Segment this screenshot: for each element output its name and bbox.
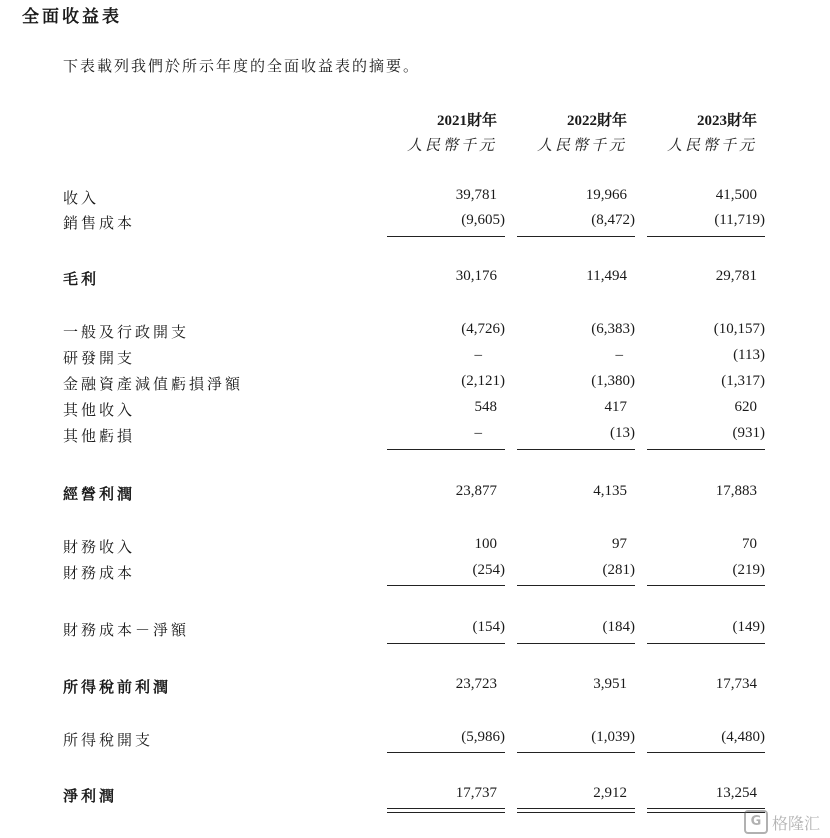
table-row-cost-of-sales — [0, 212, 830, 234]
total-double-rule — [387, 808, 505, 813]
row-label: 銷售成本 — [63, 214, 136, 232]
table-row-profit-before-tax — [0, 676, 830, 698]
table-row-admin-expenses — [0, 321, 830, 343]
subtotal-rule — [647, 585, 765, 586]
value-2021: – — [474, 347, 482, 363]
value-2021: 23,877 — [455, 483, 497, 499]
value-2022: (281) — [602, 562, 635, 578]
value-2021: – — [474, 425, 482, 441]
value-2021: (154) — [472, 619, 505, 635]
value-2023: (11,719) — [714, 212, 765, 228]
value-2021: (2,121) — [461, 373, 505, 389]
value-2021: (4,726) — [461, 321, 505, 337]
value-2021: 548 — [474, 399, 497, 415]
value-2021: (5,986) — [461, 729, 505, 745]
table-row-net-finance-costs — [0, 619, 830, 641]
value-2022: 97 — [612, 536, 627, 552]
value-2022: (1,039) — [591, 729, 635, 745]
table-row-income-tax-expense — [0, 729, 830, 751]
column-unit-2021: 人民幣千元 — [406, 136, 497, 154]
column-header-2021: 2021財年 — [436, 113, 497, 129]
value-2023: (149) — [732, 619, 765, 635]
value-2022: (8,472) — [591, 212, 635, 228]
table-row-revenue — [0, 187, 830, 209]
subtotal-rule — [517, 643, 635, 644]
value-2023: 29,781 — [715, 268, 757, 284]
value-2023: 13,254 — [715, 785, 757, 801]
value-2021: 23,723 — [455, 676, 497, 692]
column-header-2022: 2022財年 — [566, 113, 627, 129]
value-2022: (6,383) — [591, 321, 635, 337]
value-2022: (13) — [610, 425, 635, 441]
column-unit-2022: 人民幣千元 — [536, 136, 627, 154]
table-row-finance-income — [0, 536, 830, 558]
total-double-rule — [517, 808, 635, 813]
subtotal-rule — [517, 752, 635, 753]
value-2022: 2,912 — [593, 785, 627, 801]
value-2022: 4,135 — [593, 483, 627, 499]
value-2022: 19,966 — [585, 187, 627, 203]
row-label: 其他虧損 — [63, 427, 136, 445]
table-row-other-income — [0, 399, 830, 421]
value-2023: (4,480) — [721, 729, 765, 745]
value-2022: (1,380) — [591, 373, 635, 389]
subtotal-rule — [647, 752, 765, 753]
subtotal-rule — [387, 752, 505, 753]
intro-text: 下表載列我們於所示年度的全面收益表的摘要。 — [63, 57, 421, 75]
value-2023: 17,883 — [715, 483, 757, 499]
subtotal-rule — [517, 236, 635, 237]
value-2021: (254) — [472, 562, 505, 578]
value-2023: (113) — [733, 347, 765, 363]
row-label: 財務收入 — [63, 538, 136, 556]
value-2022: 417 — [604, 399, 627, 415]
page-title: 全面收益表 — [22, 7, 122, 27]
value-2023: (10,157) — [713, 321, 765, 337]
table-row-rnd-expenses — [0, 347, 830, 369]
subtotal-rule — [517, 585, 635, 586]
value-2023: (219) — [732, 562, 765, 578]
row-label: 一般及行政開支 — [63, 323, 190, 341]
row-label: 其他收入 — [63, 401, 136, 419]
value-2021: 30,176 — [455, 268, 497, 284]
watermark-text: 格隆汇 — [771, 813, 820, 833]
value-2021: (9,605) — [461, 212, 505, 228]
subtotal-rule — [517, 449, 635, 450]
row-label: 毛利 — [63, 270, 100, 288]
row-label: 所得稅前利潤 — [63, 678, 172, 696]
table-row-finance-costs — [0, 562, 830, 584]
row-label: 淨利潤 — [63, 787, 118, 805]
table-row-gross-profit — [0, 268, 830, 290]
column-header-2023: 2023財年 — [696, 113, 757, 129]
value-2023: 41,500 — [715, 187, 757, 203]
watermark — [744, 810, 820, 834]
table-row-impairment-losses — [0, 373, 830, 395]
row-label: 所得稅開支 — [63, 731, 154, 749]
value-2023: 620 — [734, 399, 757, 415]
value-2023: (931) — [732, 425, 765, 441]
value-2023: 70 — [742, 536, 757, 552]
subtotal-rule — [387, 449, 505, 450]
value-2022: (184) — [602, 619, 635, 635]
row-label: 研發開支 — [63, 349, 136, 367]
gelonghui-logo-icon: G — [744, 810, 768, 834]
subtotal-rule — [647, 236, 765, 237]
row-label: 收入 — [63, 189, 100, 207]
row-label: 財務成本－淨額 — [63, 621, 190, 639]
subtotal-rule — [647, 449, 765, 450]
value-2021: 39,781 — [455, 187, 497, 203]
subtotal-rule — [387, 585, 505, 586]
table-row-other-losses — [0, 425, 830, 447]
value-2023: 17,734 — [715, 676, 757, 692]
value-2022: 3,951 — [593, 676, 627, 692]
row-label: 經營利潤 — [63, 485, 136, 503]
row-label: 金融資產減值虧損淨額 — [63, 375, 244, 393]
table-row-operating-profit — [0, 483, 830, 505]
value-2021: 17,737 — [455, 785, 497, 801]
subtotal-rule — [387, 236, 505, 237]
value-2022: 11,494 — [586, 268, 627, 284]
subtotal-rule — [647, 643, 765, 644]
column-unit-2023: 人民幣千元 — [666, 136, 757, 154]
value-2022: – — [615, 347, 623, 363]
row-label: 財務成本 — [63, 564, 136, 582]
subtotal-rule — [387, 643, 505, 644]
value-2021: 100 — [474, 536, 497, 552]
value-2023: (1,317) — [721, 373, 765, 389]
table-row-net-profit — [0, 785, 830, 807]
